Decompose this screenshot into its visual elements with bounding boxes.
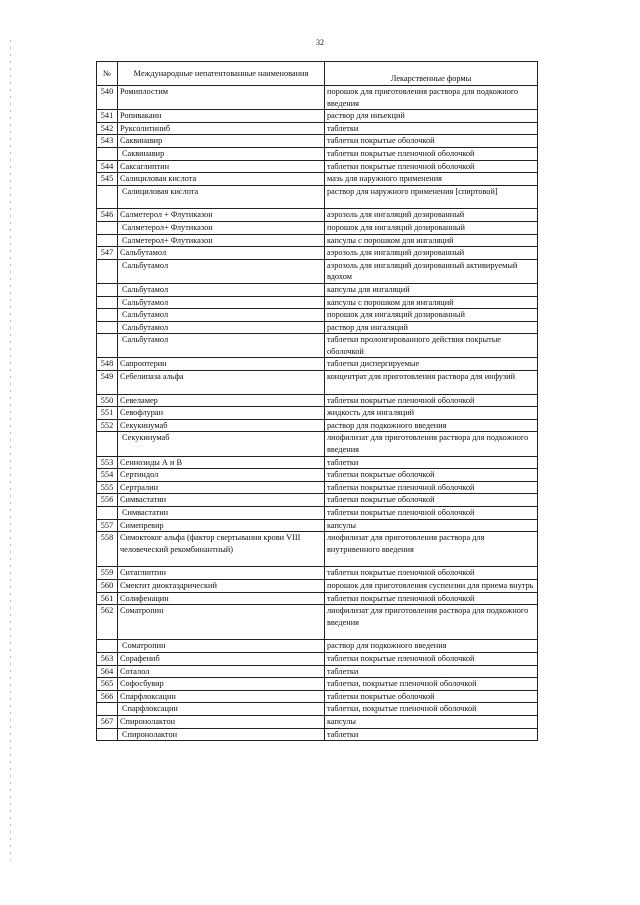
dosage-form: капсулы с порошком для ингаляций bbox=[325, 296, 538, 309]
dosage-form: аэрозоль для ингаляций дозированный bbox=[325, 247, 538, 260]
table-row bbox=[97, 371, 538, 395]
dosage-form: капсулы bbox=[325, 715, 538, 728]
drug-table bbox=[96, 61, 538, 741]
table-row bbox=[97, 652, 538, 665]
row-number: 554 bbox=[97, 469, 118, 482]
drug-name: Симоктоког альфа (фактор свертывания крови VIII человеческий рекомбинантный) bbox=[118, 532, 325, 567]
dosage-form: таблетки bbox=[325, 728, 538, 741]
dosage-form: капсулы с порошком для ингаляций bbox=[325, 234, 538, 247]
drug-name: Салметерол + Флутиказон bbox=[118, 209, 325, 222]
dosage-form: аэрозоль для ингаляций дозированный активируемый вдохом bbox=[325, 259, 538, 283]
row-number: 561 bbox=[97, 592, 118, 605]
dosage-form: порошок для ингаляций дозированный bbox=[325, 309, 538, 322]
table-row bbox=[97, 173, 538, 186]
header-form: Лекарственные формы bbox=[325, 62, 538, 86]
drug-name: Соматропин bbox=[118, 605, 325, 640]
table-row bbox=[97, 147, 538, 160]
table-row bbox=[97, 209, 538, 222]
table-row bbox=[97, 678, 538, 691]
drug-name: Севеламер bbox=[118, 394, 325, 407]
table-row bbox=[97, 135, 538, 148]
dosage-form: таблетки покрытые пленочной оболочкой bbox=[325, 507, 538, 520]
drug-name: Смектит диоктаэдрический bbox=[118, 579, 325, 592]
row-number bbox=[97, 703, 118, 716]
drug-name: Сальбутамол bbox=[118, 283, 325, 296]
dosage-form: раствор для наружного применения [спиртовой] bbox=[325, 185, 538, 209]
header-name: Международные непатентованные наименования bbox=[118, 62, 325, 86]
dosage-form: таблетки, покрытые пленочной оболочкой bbox=[325, 703, 538, 716]
dosage-form: таблетки покрытые оболочкой bbox=[325, 469, 538, 482]
row-number bbox=[97, 234, 118, 247]
row-number bbox=[97, 728, 118, 741]
table-row bbox=[97, 494, 538, 507]
drug-name: Руксолитиниб bbox=[118, 122, 325, 135]
page-number: 32 bbox=[316, 38, 324, 47]
drug-name: Соматропин bbox=[118, 640, 325, 653]
drug-name: Сальбутамол bbox=[118, 309, 325, 322]
drug-name: Солифенацин bbox=[118, 592, 325, 605]
table-row bbox=[97, 122, 538, 135]
row-number bbox=[97, 259, 118, 283]
row-number bbox=[97, 507, 118, 520]
drug-name: Салициловая кислота bbox=[118, 173, 325, 186]
drug-name: Сальбутамол bbox=[118, 296, 325, 309]
row-number: 541 bbox=[97, 110, 118, 123]
drug-name: Соталол bbox=[118, 665, 325, 678]
row-number bbox=[97, 147, 118, 160]
drug-name: Сорафениб bbox=[118, 652, 325, 665]
row-number bbox=[97, 432, 118, 456]
table-row bbox=[97, 221, 538, 234]
drug-name: Сальбутамол bbox=[118, 247, 325, 260]
drug-name: Сальбутамол bbox=[118, 334, 325, 358]
drug-name: Симвастатин bbox=[118, 494, 325, 507]
table-row bbox=[97, 567, 538, 580]
dosage-form: раствор для ингаляций bbox=[325, 321, 538, 334]
drug-name: Себелипаза альфа bbox=[118, 371, 325, 395]
table-row bbox=[97, 394, 538, 407]
row-number bbox=[97, 309, 118, 322]
table-row bbox=[97, 160, 538, 173]
row-number: 566 bbox=[97, 690, 118, 703]
drug-name: Секукинумаб bbox=[118, 432, 325, 456]
dosage-form: мазь для наружного применения bbox=[325, 173, 538, 186]
row-number: 551 bbox=[97, 407, 118, 420]
table-row bbox=[97, 532, 538, 567]
drug-name: Ропивакаин bbox=[118, 110, 325, 123]
row-number: 553 bbox=[97, 456, 118, 469]
table-row bbox=[97, 283, 538, 296]
row-number: 545 bbox=[97, 173, 118, 186]
table-row bbox=[97, 469, 538, 482]
row-number: 559 bbox=[97, 567, 118, 580]
drug-name: Симвастатин bbox=[118, 507, 325, 520]
table-row bbox=[97, 432, 538, 456]
row-number: 540 bbox=[97, 86, 118, 110]
table-row bbox=[97, 247, 538, 260]
drug-name: Салициловая кислота bbox=[118, 185, 325, 209]
drug-name: Салметерол+ Флутиказон bbox=[118, 234, 325, 247]
drug-name: Секукинумаб bbox=[118, 419, 325, 432]
table-row bbox=[97, 86, 538, 110]
row-number: 564 bbox=[97, 665, 118, 678]
dosage-form: таблетки покрытые пленочной оболочкой bbox=[325, 394, 538, 407]
table-row bbox=[97, 640, 538, 653]
dosage-form: таблетки bbox=[325, 665, 538, 678]
row-number: 565 bbox=[97, 678, 118, 691]
dosage-form: раствор для инъекций bbox=[325, 110, 538, 123]
row-number: 546 bbox=[97, 209, 118, 222]
table-row bbox=[97, 703, 538, 716]
table-header-row bbox=[97, 62, 538, 86]
drug-name: Спарфлоксацин bbox=[118, 690, 325, 703]
dosage-form: капсулы bbox=[325, 519, 538, 532]
row-number bbox=[97, 334, 118, 358]
drug-name: Симепревир bbox=[118, 519, 325, 532]
drug-name: Сертиндол bbox=[118, 469, 325, 482]
header-number: № bbox=[97, 62, 118, 86]
dosage-form: таблетки покрытые пленочной оболочкой bbox=[325, 481, 538, 494]
dosage-form: аэрозоль для ингаляций дозированный bbox=[325, 209, 538, 222]
drug-name: Сеннозиды А и В bbox=[118, 456, 325, 469]
dosage-form: таблетки bbox=[325, 456, 538, 469]
drug-name: Ромиплостим bbox=[118, 86, 325, 110]
drug-name: Спарфлоксацин bbox=[118, 703, 325, 716]
table-row bbox=[97, 234, 538, 247]
drug-name: Спиронолактон bbox=[118, 715, 325, 728]
row-number: 567 bbox=[97, 715, 118, 728]
drug-name: Сальбутамол bbox=[118, 321, 325, 334]
row-number: 560 bbox=[97, 579, 118, 592]
table-row bbox=[97, 728, 538, 741]
dosage-form: лиофилизат для приготовления раствора для подкожного введения bbox=[325, 432, 538, 456]
dosage-form: таблетки покрытые пленочной оболочкой bbox=[325, 147, 538, 160]
drug-name: Севофлуран bbox=[118, 407, 325, 420]
scan-edge-marks bbox=[10, 40, 11, 860]
dosage-form: порошок для ингаляций дозированный bbox=[325, 221, 538, 234]
table-row bbox=[97, 309, 538, 322]
drug-name: Саквинавир bbox=[118, 147, 325, 160]
row-number: 557 bbox=[97, 519, 118, 532]
dosage-form: таблетки диспергируемые bbox=[325, 358, 538, 371]
row-number: 562 bbox=[97, 605, 118, 640]
table-row bbox=[97, 419, 538, 432]
drug-name: Софосбувир bbox=[118, 678, 325, 691]
row-number: 555 bbox=[97, 481, 118, 494]
table-row bbox=[97, 665, 538, 678]
dosage-form: лиофилизат для приготовления раствора для подкожного введения bbox=[325, 605, 538, 640]
row-number bbox=[97, 283, 118, 296]
table-row bbox=[97, 110, 538, 123]
table-row bbox=[97, 259, 538, 283]
dosage-form: таблетки пролонгированного действия покрытые оболочкой bbox=[325, 334, 538, 358]
row-number: 549 bbox=[97, 371, 118, 395]
dosage-form: жидкость для ингаляций bbox=[325, 407, 538, 420]
dosage-form: капсулы для ингаляций bbox=[325, 283, 538, 296]
row-number: 558 bbox=[97, 532, 118, 567]
dosage-form: таблетки покрытые оболочкой bbox=[325, 135, 538, 148]
table-row bbox=[97, 407, 538, 420]
dosage-form: таблетки покрытые пленочной оболочкой bbox=[325, 567, 538, 580]
table-row bbox=[97, 519, 538, 532]
dosage-form: раствор для подкожного введения bbox=[325, 419, 538, 432]
row-number bbox=[97, 185, 118, 209]
table-row bbox=[97, 605, 538, 640]
row-number bbox=[97, 296, 118, 309]
table-row bbox=[97, 715, 538, 728]
dosage-form: таблетки покрытые пленочной оболочкой bbox=[325, 592, 538, 605]
dosage-form: таблетки покрытые оболочкой bbox=[325, 690, 538, 703]
dosage-form: таблетки bbox=[325, 122, 538, 135]
table-row bbox=[97, 507, 538, 520]
drug-name: Сальбутамол bbox=[118, 259, 325, 283]
row-number: 548 bbox=[97, 358, 118, 371]
drug-name: Саксаглиптин bbox=[118, 160, 325, 173]
row-number bbox=[97, 321, 118, 334]
table-row bbox=[97, 456, 538, 469]
drug-name: Сапроптерин bbox=[118, 358, 325, 371]
table-row bbox=[97, 358, 538, 371]
dosage-form: таблетки покрытые пленочной оболочкой bbox=[325, 652, 538, 665]
table-row bbox=[97, 481, 538, 494]
table-row bbox=[97, 334, 538, 358]
row-number bbox=[97, 221, 118, 234]
row-number bbox=[97, 640, 118, 653]
dosage-form: концентрат для приготовления раствора для инфузий bbox=[325, 371, 538, 395]
dosage-form: лиофилизат для приготовления раствора для внутривенного введения bbox=[325, 532, 538, 567]
table-body bbox=[97, 86, 538, 741]
table-row bbox=[97, 185, 538, 209]
row-number: 542 bbox=[97, 122, 118, 135]
dosage-form: раствор для подкожного введения bbox=[325, 640, 538, 653]
row-number: 552 bbox=[97, 419, 118, 432]
drug-name: Салметерол+ Флутиказон bbox=[118, 221, 325, 234]
row-number: 547 bbox=[97, 247, 118, 260]
row-number: 556 bbox=[97, 494, 118, 507]
table-row bbox=[97, 296, 538, 309]
table-row bbox=[97, 321, 538, 334]
dosage-form: порошок для приготовления суспензии для приема внутрь bbox=[325, 579, 538, 592]
dosage-form: таблетки, покрытые пленочной оболочкой bbox=[325, 678, 538, 691]
drug-name: Саквинавир bbox=[118, 135, 325, 148]
dosage-form: порошок для приготовления раствора для подкожного введения bbox=[325, 86, 538, 110]
dosage-form: таблетки покрытые пленочной оболочкой bbox=[325, 160, 538, 173]
drug-name: Спиронолактон bbox=[118, 728, 325, 741]
drug-name: Сертралин bbox=[118, 481, 325, 494]
table-row bbox=[97, 592, 538, 605]
dosage-form: таблетки покрытые оболочкой bbox=[325, 494, 538, 507]
row-number: 544 bbox=[97, 160, 118, 173]
drug-name: Ситаглиптин bbox=[118, 567, 325, 580]
row-number: 543 bbox=[97, 135, 118, 148]
row-number: 550 bbox=[97, 394, 118, 407]
table-row bbox=[97, 690, 538, 703]
row-number: 563 bbox=[97, 652, 118, 665]
table-row bbox=[97, 579, 538, 592]
